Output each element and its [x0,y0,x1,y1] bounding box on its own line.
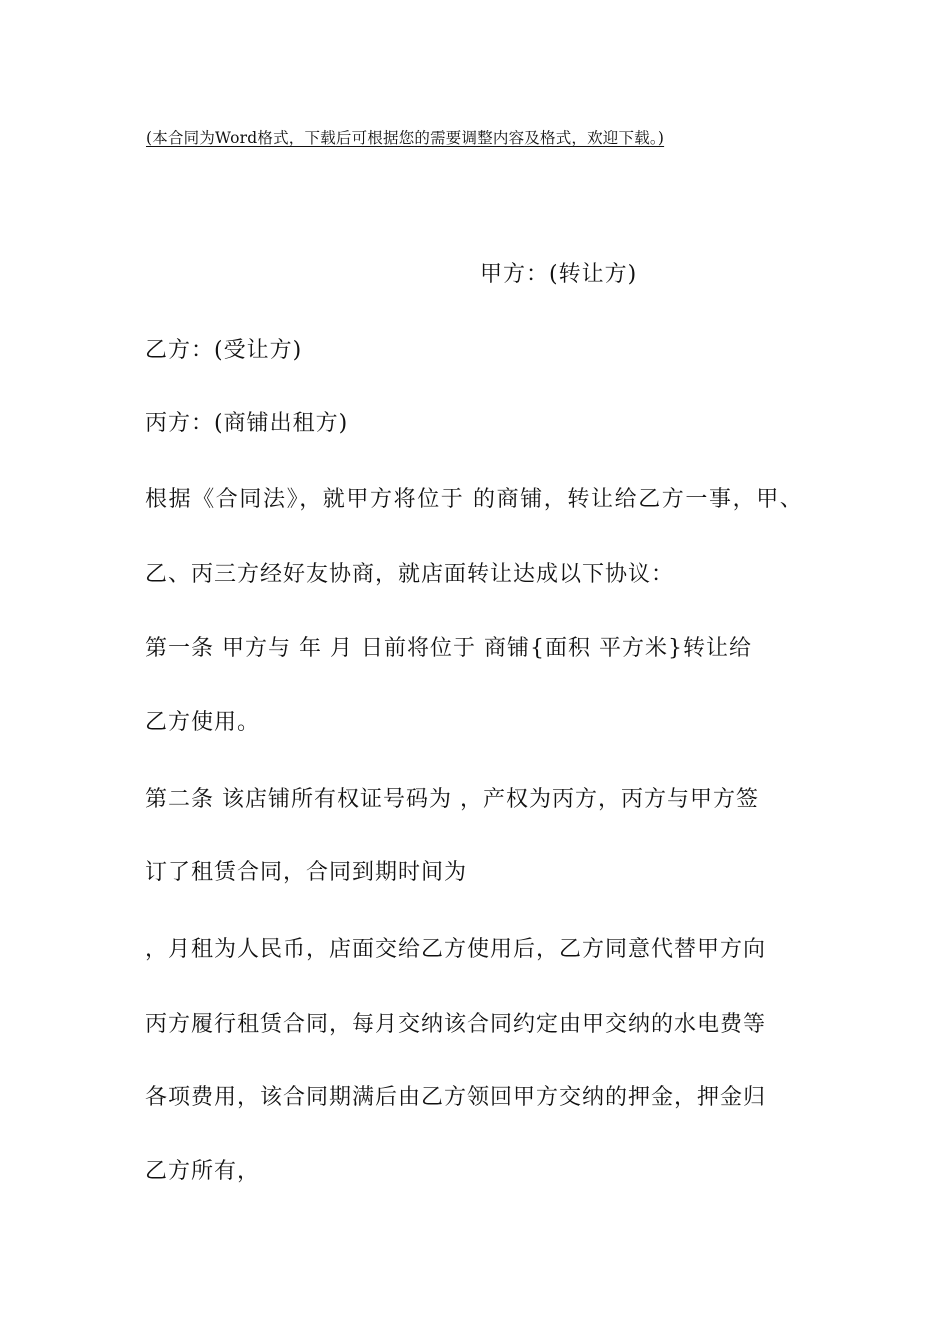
article-2-line-2: 订了租赁合同，合同到期时间为 [145,860,468,885]
party-a-line: 甲方：(转让方) [480,262,638,287]
intro-line-1: 根据《合同法》，就甲方将位于 的商铺，转让给乙方一事，甲、 [145,487,804,512]
article-1-line-2: 乙方使用。 [145,710,261,735]
article-1-line-1: 第一条 甲方与 年 月 日前将位于 商铺{面积 平方米}转让给 [145,636,752,661]
format-notice: (本合同为Word格式，下载后可根据您的需要调整内容及格式，欢迎下载。) [146,129,665,147]
party-c-line: 丙方：(商铺出租方) [145,411,349,436]
article-2-line-4: 丙方履行租赁合同，每月交纳该合同约定由甲交纳的水电费等 [145,1012,767,1037]
article-2-line-5: 各项费用，该合同期满后由乙方领回甲方交纳的押金，押金归 [145,1085,767,1110]
party-b-line: 乙方：(受让方) [145,338,303,363]
article-2-line-1: 第二条 该店铺所有权证号码为 ，产权为丙方，丙方与甲方签 [145,787,759,812]
intro-line-2: 乙、丙三方经好友协商，就店面转让达成以下协议： [145,562,675,587]
article-2-line-6: 乙方所有， [145,1159,261,1184]
article-2-line-3: ，月租为人民币，店面交给乙方使用后，乙方同意代替甲方向 [145,937,767,962]
